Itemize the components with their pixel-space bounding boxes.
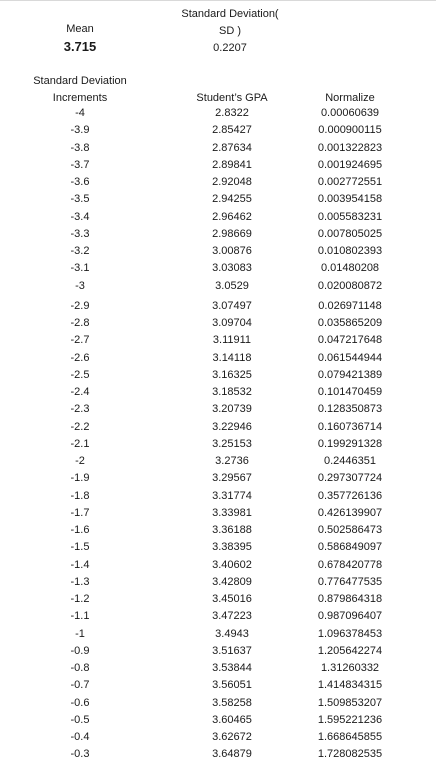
table-row bbox=[0, 576, 436, 593]
normalize-cell: 0.007805025 bbox=[317, 227, 383, 240]
table-row bbox=[0, 334, 436, 351]
gpa-cell: 3.58258 bbox=[212, 696, 252, 709]
increment-cell: -2.1 bbox=[70, 437, 90, 450]
normalize-cell: 1.414834315 bbox=[317, 679, 383, 692]
gpa-cell: 3.25153 bbox=[212, 437, 252, 450]
table-row bbox=[0, 472, 436, 489]
gpa-cell: 3.09704 bbox=[212, 317, 252, 329]
table-row bbox=[0, 524, 436, 541]
table-row bbox=[0, 245, 436, 262]
table-row bbox=[0, 421, 436, 438]
gpa-cell: 3.64879 bbox=[212, 748, 252, 761]
increment-cell: -3.1 bbox=[70, 262, 90, 275]
increment-cell: -4 bbox=[75, 107, 85, 119]
increment-cell: -3.9 bbox=[70, 124, 90, 137]
normalize-cell: 0.586849097 bbox=[317, 541, 383, 554]
increment-cell: -1.1 bbox=[70, 610, 90, 623]
increment-cell: -1.2 bbox=[70, 593, 90, 605]
gpa-cell: 2.85427 bbox=[212, 124, 252, 137]
gpa-cell: 2.96462 bbox=[212, 210, 252, 223]
normalize-cell: 0.776477535 bbox=[317, 575, 383, 588]
table-row bbox=[0, 193, 436, 210]
gpa-cell: 3.60465 bbox=[212, 713, 252, 726]
table-row bbox=[0, 369, 436, 386]
sheet-top-border bbox=[0, 0, 436, 1]
table-row bbox=[0, 262, 436, 279]
table-row bbox=[0, 107, 436, 124]
normalize-cell: 0.020080872 bbox=[317, 279, 383, 292]
increment-cell: -3.5 bbox=[70, 193, 90, 206]
normalize-cell: 0.002772551 bbox=[317, 176, 383, 188]
increment-cell: -2.7 bbox=[70, 334, 90, 347]
table-row bbox=[0, 352, 436, 369]
normalize-cell: 0.061544944 bbox=[317, 351, 383, 364]
increment-cell: -0.5 bbox=[70, 713, 90, 726]
table-row bbox=[0, 490, 436, 507]
increment-cell: -2.4 bbox=[70, 386, 90, 398]
normalize-cell: 0.001322823 bbox=[317, 141, 383, 154]
normalize-cell: 0.026971148 bbox=[318, 299, 382, 312]
increment-cell: -1.5 bbox=[70, 541, 90, 554]
gpa-cell: 2.8322 bbox=[215, 107, 249, 119]
normalize-cell: 0.101470459 bbox=[317, 386, 383, 398]
mean-label: Mean bbox=[66, 23, 94, 35]
gpa-cell: 3.62672 bbox=[212, 731, 252, 743]
gpa-cell: 3.22946 bbox=[212, 420, 252, 433]
mean-value: 3.715 bbox=[63, 39, 97, 54]
gpa-cell: 3.56051 bbox=[212, 679, 252, 692]
increment-cell: -3.3 bbox=[70, 227, 90, 240]
gpa-cell: 3.45016 bbox=[212, 593, 252, 605]
increment-cell: -0.3 bbox=[70, 748, 90, 761]
increment-cell: -2.9 bbox=[70, 299, 90, 312]
normalize-cell: 0.502586473 bbox=[317, 524, 383, 536]
gpa-cell: 3.31774 bbox=[212, 489, 252, 502]
normalize-cell: 0.001924695 bbox=[317, 158, 383, 171]
normalize-cell: 0.01480208 bbox=[320, 262, 380, 275]
table-row bbox=[0, 559, 436, 576]
table-row bbox=[0, 645, 436, 662]
sd-label-line1: Standard Deviation( bbox=[181, 8, 279, 20]
increment-cell: -1.6 bbox=[70, 524, 90, 536]
gpa-cell: 3.11911 bbox=[212, 334, 252, 347]
increment-cell: -3.2 bbox=[70, 245, 90, 257]
normalize-cell: 0.079421389 bbox=[317, 368, 383, 381]
normalize-cell: 0.160736714 bbox=[317, 420, 383, 433]
table-row bbox=[0, 438, 436, 455]
gpa-cell: 3.36188 bbox=[212, 524, 252, 536]
increments-header-line2: Increments bbox=[52, 92, 108, 104]
increment-cell: -1.4 bbox=[70, 558, 90, 571]
gpa-cell: 3.03083 bbox=[212, 262, 252, 275]
gpa-cell: 3.33981 bbox=[212, 506, 252, 519]
normalize-cell: 0.678420778 bbox=[317, 558, 383, 571]
normalize-cell: 0.005583231 bbox=[317, 210, 383, 223]
table-row bbox=[0, 280, 436, 297]
table-row bbox=[0, 124, 436, 141]
gpa-cell: 3.4943 bbox=[215, 627, 249, 640]
gpa-cell: 3.2736 bbox=[215, 455, 249, 467]
normalize-cell: 0.128350873 bbox=[317, 403, 383, 416]
table-row bbox=[0, 748, 436, 765]
increment-cell: -0.8 bbox=[70, 662, 90, 674]
table-row bbox=[0, 697, 436, 714]
normalize-cell: 1.096378453 bbox=[317, 627, 383, 640]
normalize-cell: 1.509853207 bbox=[317, 696, 383, 709]
table-row bbox=[0, 300, 436, 317]
normalize-cell: 0.010802393 bbox=[317, 245, 383, 257]
gpa-cell: 2.92048 bbox=[212, 176, 252, 188]
gpa-cell: 3.20739 bbox=[212, 403, 252, 416]
increment-cell: -2.2 bbox=[70, 420, 90, 433]
normalize-cell: 0.297307724 bbox=[317, 472, 383, 485]
table-row bbox=[0, 714, 436, 731]
gpa-cell: 2.94255 bbox=[212, 193, 252, 206]
normalize-header: Normalize bbox=[325, 92, 375, 104]
normalize-cell: 1.205642274 bbox=[317, 644, 383, 657]
table-row bbox=[0, 159, 436, 176]
table-row bbox=[0, 455, 436, 472]
normalize-cell: 0.035865209 bbox=[317, 317, 383, 329]
increment-cell: -0.9 bbox=[70, 644, 90, 657]
gpa-cell: 2.87634 bbox=[212, 141, 252, 154]
normalize-cell: 0.000900115 bbox=[318, 124, 382, 137]
normalize-cell: 1.668645855 bbox=[317, 731, 383, 743]
gpa-cell: 2.89841 bbox=[212, 158, 252, 171]
table-row bbox=[0, 731, 436, 748]
table-row bbox=[0, 541, 436, 558]
gpa-cell: 3.40602 bbox=[212, 558, 252, 571]
gpa-cell: 3.16325 bbox=[212, 368, 252, 381]
table-row bbox=[0, 593, 436, 610]
increment-cell: -3.7 bbox=[70, 158, 90, 171]
normalize-cell: 0.2446351 bbox=[324, 455, 376, 467]
increment-cell: -1.7 bbox=[70, 506, 90, 519]
gpa-cell: 3.51637 bbox=[212, 644, 252, 657]
gpa-cell: 2.98669 bbox=[212, 227, 252, 240]
table-row bbox=[0, 228, 436, 245]
sd-value: 0.2207 bbox=[213, 42, 247, 54]
gpa-cell: 3.00876 bbox=[212, 245, 252, 257]
normalize-cell: 0.879864318 bbox=[317, 593, 383, 605]
sd-label-line2: SD ) bbox=[219, 25, 241, 37]
gpa-cell: 3.38395 bbox=[212, 541, 252, 554]
increment-cell: -3.6 bbox=[70, 176, 90, 188]
table-row bbox=[0, 403, 436, 420]
increment-cell: -3.8 bbox=[70, 141, 90, 154]
table-row bbox=[0, 386, 436, 403]
increment-cell: -2.6 bbox=[70, 351, 90, 364]
increment-cell: -1.8 bbox=[70, 489, 90, 502]
increment-cell: -0.4 bbox=[70, 731, 90, 743]
increment-cell: -1.3 bbox=[70, 575, 90, 588]
gpa-cell: 3.07497 bbox=[212, 299, 252, 312]
table-row bbox=[0, 679, 436, 696]
increment-cell: -1 bbox=[75, 627, 85, 640]
increment-cell: -3 bbox=[75, 279, 85, 292]
increment-cell: -2.5 bbox=[70, 368, 90, 381]
increment-cell: -0.6 bbox=[70, 696, 90, 709]
gpa-header: Student’s GPA bbox=[196, 92, 268, 104]
normalize-cell: 0.003954158 bbox=[317, 193, 383, 206]
table-row bbox=[0, 610, 436, 627]
table-row bbox=[0, 176, 436, 193]
gpa-cell: 3.42809 bbox=[212, 575, 252, 588]
increments-header-line1: Standard Deviation bbox=[33, 75, 127, 87]
gpa-cell: 3.18532 bbox=[212, 386, 252, 398]
normalize-cell: 0.00060639 bbox=[320, 107, 380, 119]
normalize-cell: 1.31260332 bbox=[320, 662, 380, 674]
normalize-cell: 0.357726136 bbox=[317, 489, 383, 502]
gpa-cell: 3.53844 bbox=[212, 662, 252, 674]
table-row bbox=[0, 211, 436, 228]
normalize-cell: 0.199291328 bbox=[317, 437, 383, 450]
gpa-cell: 3.47223 bbox=[212, 610, 252, 623]
increment-cell: -0.7 bbox=[70, 679, 90, 692]
gpa-cell: 3.14118 bbox=[212, 351, 252, 364]
increment-cell: -3.4 bbox=[70, 210, 90, 223]
normalize-cell: 0.047217648 bbox=[317, 334, 383, 347]
gpa-cell: 3.0529 bbox=[215, 279, 249, 292]
normalize-cell: 1.595221236 bbox=[317, 713, 383, 726]
normalize-cell: 0.426139907 bbox=[317, 506, 383, 519]
table-row bbox=[0, 507, 436, 524]
increment-cell: -2.8 bbox=[70, 317, 90, 329]
normalize-cell: 0.987096407 bbox=[317, 610, 383, 623]
table-row bbox=[0, 628, 436, 645]
increment-cell: -2.3 bbox=[70, 403, 90, 416]
increment-cell: -2 bbox=[75, 455, 85, 467]
gpa-cell: 3.29567 bbox=[212, 472, 252, 485]
table-row bbox=[0, 317, 436, 334]
table-row bbox=[0, 662, 436, 679]
increment-cell: -1.9 bbox=[70, 472, 90, 485]
normalize-cell: 1.728082535 bbox=[317, 748, 383, 761]
table-row bbox=[0, 142, 436, 159]
